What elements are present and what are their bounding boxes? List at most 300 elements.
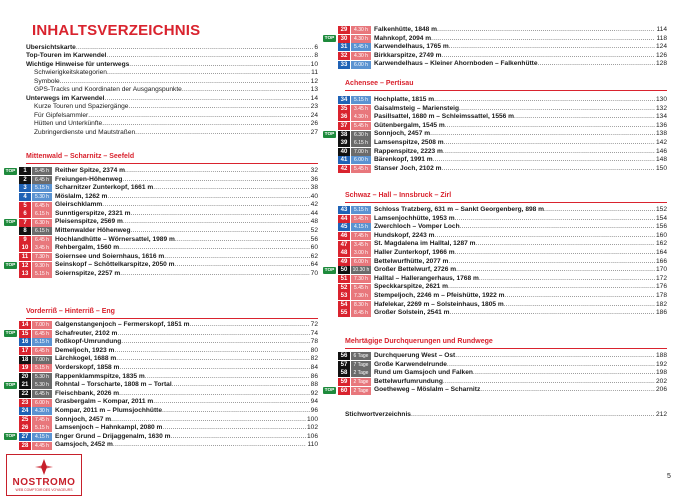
tour-duration: 7 Tage <box>351 361 371 369</box>
tour-number-badge: 33 <box>338 61 350 69</box>
tour-number-badge: 1 <box>19 167 31 175</box>
tour-number-badge: 55 <box>338 309 350 317</box>
tour-name: St. Magdalena im Halltal, 1287 m <box>374 240 476 248</box>
toc-page-number: 212 <box>655 411 667 418</box>
toc-entry-text: Schwierigkeitskategorien <box>34 69 107 77</box>
tour-number-badge: 31 <box>338 43 350 51</box>
tour-page-number: 126 <box>655 51 667 59</box>
tour-name: Rund um Gamsjoch und Falken <box>374 369 473 377</box>
section-heading: Achensee – Pertisau <box>345 80 414 87</box>
leader-dots <box>449 43 655 51</box>
tour-entry[interactable] <box>323 113 667 121</box>
tour-number-badge: 37 <box>338 122 350 130</box>
tour-entry[interactable] <box>323 52 667 60</box>
tour-entry[interactable] <box>4 424 318 432</box>
tour-entry[interactable] <box>323 232 667 240</box>
toc-entry-text: Hütten und Unterkünfte <box>34 120 103 128</box>
tour-number-badge: 8 <box>19 227 31 235</box>
leader-dots <box>448 283 655 291</box>
tour-entry[interactable] <box>323 266 667 274</box>
leader-dots <box>60 78 310 86</box>
tour-duration: 5.30 h <box>32 373 52 381</box>
tour-entry[interactable] <box>323 240 667 248</box>
top-tour-badge: TOP <box>5 168 16 174</box>
tour-duration: 6.15 h <box>32 210 52 218</box>
section-rule <box>345 348 667 349</box>
leader-dots <box>107 193 309 201</box>
tour-number-badge: 24 <box>19 407 31 415</box>
tour-label <box>55 236 310 244</box>
page-title: INHALTSVERZEICHNIS <box>32 22 201 39</box>
leader-dots <box>455 249 655 257</box>
tour-number-badge: 58 <box>338 369 350 377</box>
top-tour-badge: TOP <box>5 434 16 440</box>
tour-entry[interactable] <box>4 270 318 278</box>
tour-number-badge: 19 <box>19 364 31 372</box>
leader-dots <box>106 52 313 60</box>
tour-page-number: 64 <box>310 261 318 269</box>
leader-dots <box>119 244 310 252</box>
toc-entry-label <box>26 112 310 120</box>
tour-entry[interactable] <box>4 398 318 406</box>
tour-entry[interactable] <box>4 373 318 381</box>
tour-entry[interactable] <box>4 176 318 184</box>
toc-entry[interactable] <box>345 411 667 419</box>
tour-entry[interactable] <box>4 338 318 346</box>
tour-number-badge: 12 <box>19 262 31 270</box>
tour-duration: 4.30 h <box>351 52 371 60</box>
toc-entry-text: Symbole <box>34 77 60 85</box>
leader-dots <box>430 130 655 138</box>
toc-page-number: 14 <box>310 94 318 102</box>
toc-entry-label <box>26 61 310 69</box>
tour-entry[interactable] <box>4 227 318 235</box>
section-rule <box>345 90 667 91</box>
tour-page-number: 36 <box>310 175 318 183</box>
tour-number-badge: 46 <box>338 232 350 240</box>
tour-page-number: 106 <box>306 432 318 440</box>
toc-page-number: 6 <box>314 44 318 51</box>
tour-label <box>55 373 310 381</box>
toc-entry[interactable] <box>26 103 318 111</box>
tour-page-number: 70 <box>310 269 318 277</box>
leader-dots <box>130 227 309 235</box>
tour-duration: 6.45 h <box>32 202 52 210</box>
toc-entry[interactable] <box>26 112 318 120</box>
tour-label <box>374 96 655 104</box>
tour-label <box>374 60 655 68</box>
tour-number-badge: 10 <box>19 244 31 252</box>
leader-dots <box>443 378 655 386</box>
tour-label <box>374 369 655 377</box>
leader-dots <box>433 156 655 164</box>
top-tour-badge: TOP <box>5 220 16 226</box>
toc-entry[interactable] <box>26 52 318 60</box>
tour-name: Karwendelhaus, 1765 m <box>374 43 449 51</box>
toc-entry-text: GPS-Tracks und Koordinaten der Ausgangspunkte <box>34 86 182 94</box>
tour-entry[interactable] <box>4 441 318 449</box>
tour-entry[interactable] <box>4 381 318 389</box>
toc-entry[interactable] <box>26 120 318 128</box>
tour-name: Lamsenspitze, 2508 m <box>374 139 444 146</box>
tour-entry[interactable] <box>323 352 667 360</box>
tour-number-badge: 48 <box>338 249 350 257</box>
tour-page-number: 40 <box>310 192 318 200</box>
toc-entry[interactable] <box>26 78 318 86</box>
leader-dots <box>504 301 655 309</box>
tour-duration: 4.30 h <box>351 113 371 121</box>
tour-label <box>55 253 310 261</box>
tour-entry[interactable] <box>4 253 318 261</box>
toc-entry-label <box>26 86 310 94</box>
toc-entry-text: Unterwegs im Karwendel <box>26 94 105 102</box>
tour-duration: 7.00 h <box>32 321 52 329</box>
tour-duration: 6.45 h <box>32 236 52 244</box>
toc-page-number: 26 <box>310 120 318 128</box>
tour-label <box>55 270 310 278</box>
tour-label <box>55 407 310 415</box>
tour-label <box>55 210 310 218</box>
tour-page-number: 100 <box>306 415 318 423</box>
tour-duration: 5.15 h <box>32 184 52 192</box>
leader-dots <box>170 433 306 441</box>
tour-entry[interactable] <box>323 369 667 377</box>
tour-label <box>374 301 655 309</box>
tour-entry[interactable] <box>323 206 667 214</box>
tour-duration: 5.45 h <box>32 167 52 175</box>
tour-label <box>374 139 655 147</box>
tour-entry[interactable] <box>323 301 667 309</box>
leader-dots <box>120 270 309 278</box>
tour-label <box>374 258 655 266</box>
tour-number-badge: 28 <box>19 442 31 450</box>
tour-entry[interactable] <box>323 26 667 34</box>
tour-entry[interactable] <box>323 60 667 68</box>
tour-label <box>55 330 310 338</box>
tour-number-badge: 47 <box>338 241 350 249</box>
tour-entry[interactable] <box>323 139 667 147</box>
toc-entry-label <box>26 52 313 60</box>
tour-page-number: 170 <box>655 266 667 274</box>
top-tour-badge: TOP <box>324 132 335 138</box>
tour-name: Galgenstangenjoch – Fermerskopf, 1851 m <box>55 321 190 328</box>
leader-dots <box>544 206 655 214</box>
tour-entry[interactable] <box>4 433 318 441</box>
tour-name: Scharnitzer Zunterkopf, 1661 m <box>55 184 154 192</box>
leader-dots <box>153 184 309 192</box>
tour-label <box>374 148 655 156</box>
toc-entry-text: Wichtige Hinweise für unterwegs <box>26 60 130 68</box>
tour-name: Sonnjoch, 2457 m <box>55 415 112 423</box>
tour-page-number: 102 <box>306 424 318 432</box>
top-tour-badge: TOP <box>5 331 16 337</box>
tour-duration: 2 Tage <box>351 369 371 377</box>
tour-entry[interactable] <box>323 258 667 266</box>
tour-label <box>55 184 310 192</box>
logo-name: NOSTROMO <box>12 477 76 488</box>
tour-page-number: 78 <box>310 338 318 346</box>
tour-page-number: 132 <box>655 104 667 112</box>
tour-number-badge: 17 <box>19 347 31 355</box>
leader-dots <box>125 167 310 175</box>
tour-name: Durchquerung West – Ost <box>374 352 456 359</box>
leader-dots <box>190 321 310 329</box>
tour-entry[interactable] <box>4 364 318 372</box>
tour-label <box>374 130 655 138</box>
tour-entry[interactable] <box>4 330 318 338</box>
tour-duration: 5.45 h <box>351 43 371 51</box>
toc-entry-text: Top-Touren im Karwendel <box>26 52 107 60</box>
tour-page-number: 44 <box>310 209 318 217</box>
toc-entry-text: Übersichtskarte <box>26 44 76 51</box>
tour-number-badge: 27 <box>19 433 31 441</box>
tour-entry[interactable] <box>323 148 667 156</box>
tour-name: Hundskopf, 2243 m <box>374 231 435 239</box>
tour-name: Birkkarspitze, 2749 m <box>374 51 442 59</box>
tour-page-number: 202 <box>655 377 667 385</box>
leader-dots <box>456 266 655 274</box>
toc-entry-label <box>26 44 313 52</box>
toc-entry[interactable] <box>26 61 318 69</box>
tour-entry[interactable] <box>323 386 667 394</box>
toc-entry[interactable] <box>26 44 318 52</box>
tour-entry[interactable] <box>4 244 318 252</box>
tour-number-badge: 51 <box>338 275 350 283</box>
tour-label <box>55 347 310 355</box>
tour-page-number: 178 <box>655 292 667 299</box>
tour-label <box>374 165 655 173</box>
tour-label <box>55 261 310 269</box>
tour-entry[interactable] <box>4 167 318 175</box>
tour-number-badge: 5 <box>19 202 31 210</box>
toc-entry-label <box>26 69 310 77</box>
tour-duration: 7.45 h <box>32 416 52 424</box>
tour-entry[interactable] <box>323 105 667 113</box>
leader-dots <box>153 398 309 406</box>
toc-entry-text: Zubringerdienste und Mautstraßen <box>34 128 136 136</box>
tour-entry[interactable] <box>4 347 318 355</box>
tour-label <box>55 227 310 235</box>
tour-name: Mittenwalder Höhenweg <box>55 227 131 235</box>
tour-name: Hochplatte, 1815 m <box>374 96 435 103</box>
tour-label <box>55 424 306 432</box>
tour-number-badge: 42 <box>338 165 350 173</box>
tour-entry[interactable] <box>323 35 667 43</box>
tour-page-number: 118 <box>656 34 667 42</box>
tour-entry[interactable] <box>4 218 318 226</box>
toc-entry[interactable] <box>26 129 318 137</box>
section-heading: Mehrtägige Durchquerungen und Rundwege <box>345 338 493 345</box>
tour-entry[interactable] <box>4 210 318 218</box>
leader-dots <box>473 369 655 377</box>
tour-name: Bettelwurfumrundung <box>374 377 443 385</box>
leader-dots <box>460 223 655 231</box>
tour-name: Bärenkopf, 1991 m <box>374 156 433 164</box>
tour-duration: 7.30 h <box>351 292 371 300</box>
toc-entry-text: Stichwortverzeichnis <box>345 411 411 418</box>
tour-page-number: 152 <box>655 206 667 213</box>
toc-entry-label <box>26 103 310 111</box>
tour-number-badge: 44 <box>338 215 350 223</box>
tour-page-number: 134 <box>655 113 667 121</box>
tour-number-badge: 59 <box>338 378 350 386</box>
tour-label <box>55 176 310 184</box>
tour-name: Großer Solstein, 2541 m <box>374 309 450 317</box>
tour-number-badge: 18 <box>19 356 31 364</box>
tour-label <box>374 283 655 291</box>
tour-entry[interactable] <box>4 201 318 209</box>
tour-number-badge: 50 <box>338 266 350 274</box>
tour-label <box>55 398 310 406</box>
toc-entry-label <box>345 411 655 419</box>
tour-duration: 5.15 h <box>351 96 371 104</box>
tour-page-number: 114 <box>656 26 667 33</box>
tour-entry[interactable] <box>4 193 318 201</box>
top-tour-badge: TOP <box>324 388 335 394</box>
tour-entry[interactable] <box>4 184 318 192</box>
tour-number-badge: 53 <box>338 292 350 300</box>
leader-dots <box>128 103 309 111</box>
tour-label <box>374 52 655 60</box>
tour-entry[interactable] <box>323 378 667 386</box>
tour-duration: 5.45 h <box>351 122 371 130</box>
tour-name: Gaisalmsteig – Mariensteig <box>374 104 460 112</box>
tour-page-number: 72 <box>310 321 318 328</box>
tour-number-badge: 23 <box>19 399 31 407</box>
tour-entry[interactable] <box>4 236 318 244</box>
leader-dots <box>88 112 309 120</box>
leader-dots <box>434 232 655 240</box>
leader-dots <box>175 236 310 244</box>
tour-page-number: 92 <box>310 389 318 397</box>
tour-label <box>374 35 655 43</box>
tour-label <box>55 338 310 346</box>
toc-page-number: 11 <box>311 69 318 77</box>
tour-name: Gütenbergalm, 1545 m <box>374 121 445 129</box>
tour-page-number: 154 <box>655 214 667 222</box>
tour-label <box>55 390 310 398</box>
tour-page-number: 206 <box>655 386 667 394</box>
tour-name: Rohntal – Torscharte, 1808 m – Tortal <box>55 381 172 389</box>
toc-entry[interactable] <box>26 69 318 77</box>
tour-entry[interactable] <box>323 43 667 51</box>
nostromo-logo <box>6 454 82 496</box>
tour-duration: 5.45 h <box>351 215 371 223</box>
tour-entry[interactable] <box>4 261 318 269</box>
tour-name: Reither Spitze, 2374 m <box>55 167 125 174</box>
tour-number-badge: 9 <box>19 236 31 244</box>
leader-dots <box>480 386 655 394</box>
tour-number-badge: 14 <box>19 321 31 329</box>
tour-page-number: 60 <box>310 244 318 252</box>
tour-name: Soiernspitze, 2257 m <box>55 269 121 277</box>
tour-number-badge: 34 <box>338 96 350 104</box>
tour-name: Schloss Tratzberg, 631 m – Sankt Georgenberg, 898 m <box>374 206 545 213</box>
toc-page-number: 12 <box>310 77 318 85</box>
tour-duration: 6.00 h <box>351 258 371 266</box>
tour-name: Seinskopf – Schöttelkarspitze, 2050 m <box>55 261 175 269</box>
leader-dots <box>130 210 309 218</box>
toc-page-number: 13 <box>310 86 318 94</box>
tour-entry[interactable] <box>323 249 667 257</box>
tour-entry[interactable] <box>323 96 667 104</box>
toc-page-number: 8 <box>314 52 318 60</box>
tour-duration: 4.15 h <box>351 223 371 231</box>
leader-dots <box>444 139 655 147</box>
tour-label <box>55 416 306 424</box>
tour-number-badge: 39 <box>338 139 350 147</box>
tour-entry[interactable] <box>323 361 667 369</box>
tour-entry[interactable] <box>323 283 667 291</box>
tour-label <box>55 201 310 209</box>
tour-duration: 6.45 h <box>32 330 52 338</box>
tour-entry[interactable] <box>323 215 667 223</box>
tour-label <box>374 122 655 130</box>
tour-name: Rehbergalm, 1560 m <box>55 244 120 252</box>
tour-duration: 5.45 h <box>351 284 371 292</box>
tour-number-badge: 25 <box>19 416 31 424</box>
tour-duration: 6.00 h <box>32 399 52 407</box>
leader-dots <box>441 52 655 60</box>
tour-entry[interactable] <box>323 156 667 164</box>
tour-entry[interactable] <box>4 416 318 424</box>
tour-duration: 6.45 h <box>32 176 52 184</box>
tour-entry[interactable] <box>323 275 667 283</box>
tour-label <box>374 386 655 394</box>
toc-entry[interactable] <box>26 95 318 103</box>
tour-entry[interactable] <box>4 321 318 329</box>
tour-entry[interactable] <box>4 407 318 415</box>
tour-entry[interactable] <box>323 309 667 317</box>
tour-entry[interactable] <box>323 223 667 231</box>
tour-duration: 4.45 h <box>32 442 52 450</box>
tour-entry[interactable] <box>323 122 667 130</box>
tour-duration: 4.30 h <box>32 407 52 415</box>
tour-page-number: 172 <box>655 274 667 282</box>
tour-label <box>374 378 655 386</box>
tour-duration: 8.45 h <box>351 309 371 317</box>
tour-page-number: 32 <box>310 167 318 174</box>
leader-dots <box>443 148 655 156</box>
tour-entry[interactable] <box>4 355 318 363</box>
tour-entry[interactable] <box>323 292 667 300</box>
tour-page-number: 74 <box>310 329 318 337</box>
tour-number-badge: 38 <box>338 131 350 139</box>
tour-number-badge: 6 <box>19 210 31 218</box>
leader-dots <box>538 60 655 68</box>
tour-page-number: 156 <box>655 223 667 231</box>
tour-entry[interactable] <box>4 390 318 398</box>
tour-entry[interactable] <box>323 165 667 173</box>
section-heading: Schwaz – Hall – Innsbruck – Zirl <box>345 192 452 199</box>
toc-entry[interactable] <box>26 86 318 94</box>
tour-duration: 6.00 h <box>351 61 371 69</box>
tour-name: Karwendelhaus – Kleiner Ahornboden – Falkenhütte <box>374 60 538 68</box>
tour-name: Große Karwendelrunde <box>374 360 447 368</box>
tour-name: Speckkarspitze, 2621 m <box>374 283 449 291</box>
tour-number-badge: 15 <box>19 330 31 338</box>
tour-label <box>374 113 655 121</box>
tour-label <box>374 309 655 317</box>
tour-entry[interactable] <box>323 130 667 138</box>
section-heading: Mittenwald – Scharnitz – Seefeld <box>26 153 135 160</box>
tour-name: Gamsjoch, 2452 m <box>55 441 113 449</box>
tour-label <box>374 292 655 300</box>
tour-duration: 6.15 h <box>32 227 52 235</box>
tour-duration: 7.45 h <box>351 232 371 240</box>
tour-name: Sunntigerspitze, 2321 m <box>55 209 131 217</box>
toc-entry-label <box>26 120 310 128</box>
